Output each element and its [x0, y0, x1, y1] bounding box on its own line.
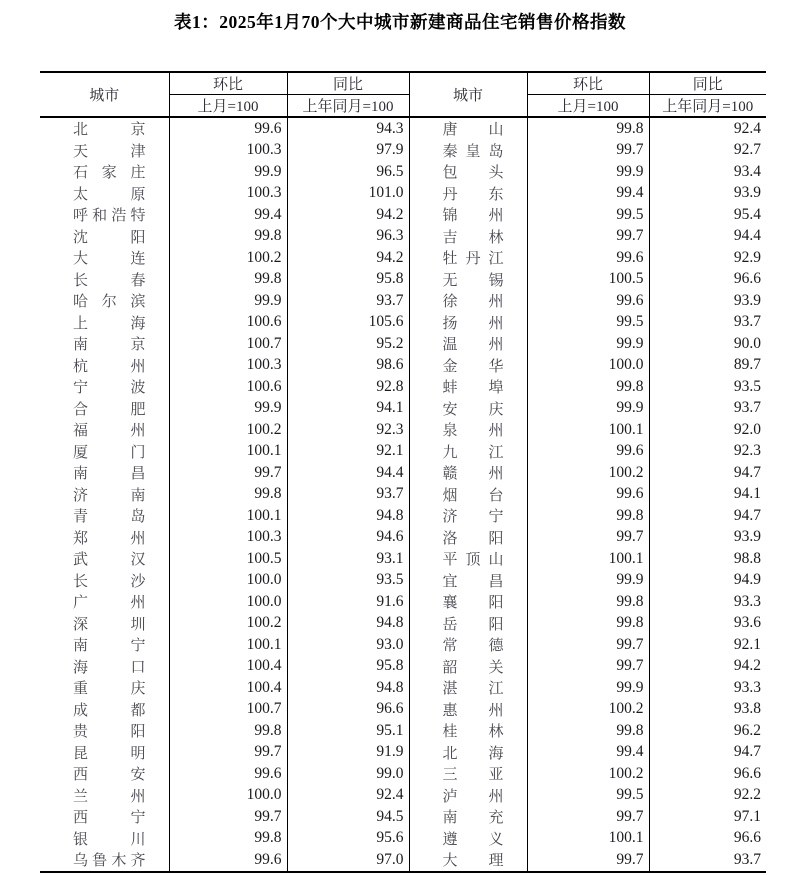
table-row [40, 548, 766, 570]
yoy-index-value: 94.8 [287, 505, 409, 527]
city-name-cell: 贵 阳 [40, 720, 169, 742]
city-name-cell: 呼 和 浩 特 [40, 204, 169, 226]
mom-index-value: 100.0 [169, 591, 287, 613]
city-name-cell: 深 圳 [40, 613, 169, 635]
mom-index-value: 100.0 [169, 785, 287, 807]
table-row [40, 505, 766, 527]
city-name-cell: 安 庆 [409, 398, 527, 420]
city-name-cell: 福 州 [40, 419, 169, 441]
yoy-index-value: 97.9 [287, 140, 409, 162]
table-row [40, 204, 766, 226]
city-name-cell: 南 宁 [40, 634, 169, 656]
yoy-index-value: 96.6 [733, 764, 761, 782]
city-name-cell: 青 岛 [40, 505, 169, 527]
header-mom-left: 环比 [169, 72, 287, 95]
mom-index-value: 99.9 [527, 677, 649, 699]
table-row [40, 398, 766, 420]
city-name-cell: 哈 尔 滨 [40, 290, 169, 312]
header-yoy-base-left: 上年同月=100 [287, 95, 409, 118]
city-name-cell: 长 沙 [40, 570, 169, 592]
mom-index-value: 100.4 [169, 677, 287, 699]
city-name-cell: 石 家 庄 [40, 161, 169, 183]
city-name-cell: 北 京 [40, 117, 169, 140]
table-row [40, 527, 766, 549]
table-row [40, 484, 766, 506]
yoy-index-value: 94.1 [733, 485, 761, 503]
city-name-cell: 杭 州 [40, 355, 169, 377]
city-name-cell: 韶 关 [409, 656, 527, 678]
city-name-cell: 大 理 [409, 849, 527, 872]
table-body [40, 117, 766, 872]
table-row [40, 828, 766, 850]
table-row [40, 742, 766, 764]
city-name-cell: 西 宁 [40, 806, 169, 828]
city-name-cell: 沈 阳 [40, 226, 169, 248]
city-name-cell: 郑 州 [40, 527, 169, 549]
mom-index-value: 99.5 [527, 785, 649, 807]
table-row [40, 183, 766, 205]
table-row [40, 570, 766, 592]
mom-index-value: 100.0 [169, 570, 287, 592]
mom-index-value: 100.4 [169, 656, 287, 678]
mom-index-value: 100.7 [169, 333, 287, 355]
city-name-cell: 唐 山 [409, 117, 527, 140]
table-row [40, 140, 766, 162]
yoy-index-value: 93.1 [287, 548, 409, 570]
yoy-index-value: 93.6 [733, 614, 761, 632]
table-row [40, 269, 766, 291]
yoy-index-value: 95.6 [287, 828, 409, 850]
city-name-cell: 北 海 [409, 742, 527, 764]
yoy-index-value: 94.2 [733, 657, 761, 675]
table-row [40, 591, 766, 613]
mom-index-value: 100.2 [169, 247, 287, 269]
yoy-index-value: 94.2 [287, 247, 409, 269]
mom-index-value: 100.1 [527, 548, 649, 570]
table-row [40, 117, 766, 140]
mom-index-value: 99.9 [169, 398, 287, 420]
city-name-cell: 济 宁 [409, 505, 527, 527]
city-name-cell: 岳 阳 [409, 613, 527, 635]
mom-index-value: 99.4 [169, 204, 287, 226]
city-name-cell: 牡 丹 江 [409, 247, 527, 269]
city-name-cell: 平 顶 山 [409, 548, 527, 570]
mom-index-value: 99.7 [169, 806, 287, 828]
table-row [40, 419, 766, 441]
mom-index-value: 99.8 [169, 484, 287, 506]
yoy-index-value: 96.5 [287, 161, 409, 183]
yoy-index-value: 92.0 [733, 420, 761, 438]
city-name-cell: 合 肥 [40, 398, 169, 420]
mom-index-value: 99.7 [527, 140, 649, 162]
city-name-cell: 天 津 [40, 140, 169, 162]
mom-index-value: 100.1 [169, 505, 287, 527]
city-name-cell: 乌 鲁 木 齐 [40, 849, 169, 872]
mom-index-value: 100.1 [527, 419, 649, 441]
city-name-cell: 烟 台 [409, 484, 527, 506]
table-row [40, 656, 766, 678]
table-row [40, 634, 766, 656]
table-row [40, 441, 766, 463]
city-name-cell: 大 连 [40, 247, 169, 269]
city-name-cell: 丹 东 [409, 183, 527, 205]
mom-index-value: 99.7 [527, 849, 649, 872]
yoy-index-value: 94.8 [287, 613, 409, 635]
header-yoy-base-right: 上年同月=100 [649, 95, 766, 118]
yoy-index-value: 92.1 [287, 441, 409, 463]
yoy-index-value: 92.2 [733, 786, 761, 804]
yoy-index-value: 93.8 [733, 700, 761, 718]
mom-index-value: 99.7 [169, 462, 287, 484]
city-name-cell: 徐 州 [409, 290, 527, 312]
city-name-cell: 广 州 [40, 591, 169, 613]
yoy-index-value: 97.1 [733, 807, 761, 825]
yoy-index-value: 92.4 [287, 785, 409, 807]
yoy-index-value: 94.4 [733, 227, 761, 245]
city-name-cell: 南 昌 [40, 462, 169, 484]
table-row [40, 849, 766, 872]
mom-index-value: 99.7 [527, 656, 649, 678]
table-row [40, 677, 766, 699]
mom-index-value: 99.7 [527, 226, 649, 248]
city-name-cell: 长 春 [40, 269, 169, 291]
header-city-left: 城市 [40, 72, 169, 117]
yoy-index-value: 94.7 [733, 463, 761, 481]
mom-index-value: 99.6 [169, 117, 287, 140]
mom-index-value: 100.1 [527, 828, 649, 850]
table-row [40, 333, 766, 355]
yoy-index-value: 105.6 [287, 312, 409, 334]
yoy-index-value: 98.6 [287, 355, 409, 377]
mom-index-value: 100.2 [169, 419, 287, 441]
city-name-cell: 泸 州 [409, 785, 527, 807]
mom-index-value: 99.9 [527, 570, 649, 592]
mom-index-value: 99.9 [527, 333, 649, 355]
mom-index-value: 99.5 [527, 312, 649, 334]
mom-index-value: 100.3 [169, 140, 287, 162]
mom-index-value: 99.6 [527, 247, 649, 269]
yoy-index-value: 93.5 [287, 570, 409, 592]
city-name-cell: 吉 林 [409, 226, 527, 248]
city-name-cell: 成 都 [40, 699, 169, 721]
city-name-cell: 遵 义 [409, 828, 527, 850]
mom-index-value: 99.8 [527, 505, 649, 527]
mom-index-value: 100.2 [527, 699, 649, 721]
yoy-index-value: 94.3 [287, 117, 409, 140]
mom-index-value: 99.8 [527, 613, 649, 635]
city-name-cell: 太 原 [40, 183, 169, 205]
mom-index-value: 99.6 [169, 849, 287, 872]
mom-index-value: 100.2 [169, 613, 287, 635]
header-yoy-right: 同比 [649, 72, 766, 95]
yoy-index-value: 95.8 [287, 269, 409, 291]
yoy-index-value: 99.0 [287, 763, 409, 785]
city-name-cell: 湛 江 [409, 677, 527, 699]
yoy-index-value: 92.4 [733, 119, 761, 137]
yoy-index-value: 90.0 [733, 334, 761, 352]
city-name-cell: 西 安 [40, 763, 169, 785]
yoy-index-value: 94.6 [287, 527, 409, 549]
city-name-cell: 赣 州 [409, 462, 527, 484]
mom-index-value: 100.5 [169, 548, 287, 570]
city-name-cell: 秦 皇 岛 [409, 140, 527, 162]
city-name-cell: 厦 门 [40, 441, 169, 463]
mom-index-value: 100.1 [169, 634, 287, 656]
city-name-cell: 常 德 [409, 634, 527, 656]
table-row [40, 613, 766, 635]
mom-index-value: 99.9 [169, 290, 287, 312]
yoy-index-value: 93.9 [733, 291, 761, 309]
table-row [40, 355, 766, 377]
yoy-index-value: 94.7 [733, 506, 761, 524]
mom-index-value: 100.3 [169, 355, 287, 377]
table-header [40, 72, 766, 117]
yoy-index-value: 96.3 [287, 226, 409, 248]
yoy-index-value: 93.0 [287, 634, 409, 656]
mom-index-value: 99.6 [169, 763, 287, 785]
yoy-index-value: 95.1 [287, 720, 409, 742]
mom-index-value: 99.5 [527, 204, 649, 226]
city-name-cell: 金 华 [409, 355, 527, 377]
table-row [40, 161, 766, 183]
yoy-index-value: 93.7 [733, 399, 761, 417]
mom-index-value: 100.7 [169, 699, 287, 721]
mom-index-value: 99.8 [169, 269, 287, 291]
city-name-cell: 重 庆 [40, 677, 169, 699]
city-name-cell: 银 川 [40, 828, 169, 850]
mom-index-value: 99.9 [527, 398, 649, 420]
yoy-index-value: 98.8 [733, 549, 761, 567]
yoy-index-value: 93.9 [733, 528, 761, 546]
city-name-cell: 上 海 [40, 312, 169, 334]
yoy-index-value: 95.2 [287, 333, 409, 355]
yoy-index-value: 93.7 [287, 290, 409, 312]
yoy-index-value: 93.9 [733, 184, 761, 202]
yoy-index-value: 93.7 [733, 850, 761, 868]
mom-index-value: 99.7 [169, 742, 287, 764]
yoy-index-value: 94.2 [287, 204, 409, 226]
yoy-index-value: 94.8 [287, 677, 409, 699]
mom-index-value: 100.3 [169, 527, 287, 549]
city-name-cell: 锦 州 [409, 204, 527, 226]
yoy-index-value: 93.5 [733, 377, 761, 395]
city-name-cell: 泉 州 [409, 419, 527, 441]
yoy-index-value: 96.6 [287, 699, 409, 721]
header-city-right: 城市 [409, 72, 527, 117]
header-mom-right: 环比 [527, 72, 649, 95]
table-row [40, 763, 766, 785]
mom-index-value: 99.7 [527, 806, 649, 828]
yoy-index-value: 93.3 [733, 592, 761, 610]
table-row [40, 376, 766, 398]
city-name-cell: 包 头 [409, 161, 527, 183]
city-name-cell: 襄 阳 [409, 591, 527, 613]
table-row [40, 462, 766, 484]
yoy-index-value: 92.8 [287, 376, 409, 398]
yoy-index-value: 94.7 [733, 743, 761, 761]
yoy-index-value: 94.5 [287, 806, 409, 828]
city-name-cell: 兰 州 [40, 785, 169, 807]
city-name-cell: 昆 明 [40, 742, 169, 764]
city-name-cell: 海 口 [40, 656, 169, 678]
mom-index-value: 99.7 [527, 634, 649, 656]
yoy-index-value: 93.7 [733, 313, 761, 331]
city-name-cell: 宁 波 [40, 376, 169, 398]
table-row [40, 699, 766, 721]
mom-index-value: 99.8 [527, 376, 649, 398]
mom-index-value: 99.8 [169, 828, 287, 850]
city-name-cell: 惠 州 [409, 699, 527, 721]
yoy-index-value: 95.4 [733, 205, 761, 223]
mom-index-value: 99.6 [527, 290, 649, 312]
city-name-cell: 南 京 [40, 333, 169, 355]
header-yoy-left: 同比 [287, 72, 409, 95]
mom-index-value: 99.8 [527, 591, 649, 613]
mom-index-value: 100.2 [527, 763, 649, 785]
table-row [40, 312, 766, 334]
yoy-index-value: 96.2 [733, 721, 761, 739]
table-row [40, 226, 766, 248]
mom-index-value: 100.5 [527, 269, 649, 291]
mom-index-value: 99.6 [527, 441, 649, 463]
header-mom-base-left: 上月=100 [169, 95, 287, 118]
yoy-index-value: 93.3 [733, 678, 761, 696]
mom-index-value: 99.8 [169, 226, 287, 248]
yoy-index-value: 92.3 [733, 442, 761, 460]
city-name-cell: 三 亚 [409, 763, 527, 785]
yoy-index-value: 89.7 [733, 356, 761, 374]
mom-index-value: 99.9 [169, 161, 287, 183]
yoy-index-value: 92.1 [733, 635, 761, 653]
mom-index-value: 100.2 [527, 462, 649, 484]
yoy-index-value: 94.1 [287, 398, 409, 420]
city-name-cell: 济 南 [40, 484, 169, 506]
yoy-index-value: 96.6 [733, 829, 761, 847]
city-name-cell: 洛 阳 [409, 527, 527, 549]
yoy-index-value: 94.9 [733, 571, 761, 589]
mom-index-value: 99.8 [527, 117, 649, 140]
yoy-index-value: 93.4 [733, 162, 761, 180]
mom-index-value: 100.6 [169, 376, 287, 398]
yoy-index-value: 95.8 [287, 656, 409, 678]
city-name-cell: 蚌 埠 [409, 376, 527, 398]
table-row [40, 806, 766, 828]
city-name-cell: 桂 林 [409, 720, 527, 742]
city-name-cell: 武 汉 [40, 548, 169, 570]
mom-index-value: 99.8 [527, 720, 649, 742]
city-name-cell: 九 江 [409, 441, 527, 463]
yoy-index-value: 92.3 [287, 419, 409, 441]
mom-index-value: 99.6 [527, 484, 649, 506]
city-name-cell: 无 锡 [409, 269, 527, 291]
mom-index-value: 99.8 [169, 720, 287, 742]
city-name-cell: 宜 昌 [409, 570, 527, 592]
yoy-index-value: 91.9 [287, 742, 409, 764]
city-name-cell: 温 州 [409, 333, 527, 355]
mom-index-value: 100.1 [169, 441, 287, 463]
table-row [40, 785, 766, 807]
header-mom-base-right: 上月=100 [527, 95, 649, 118]
yoy-index-value: 97.0 [287, 849, 409, 872]
yoy-index-value: 96.6 [733, 270, 761, 288]
table-row [40, 290, 766, 312]
mom-index-value: 100.0 [527, 355, 649, 377]
city-name-cell: 南 充 [409, 806, 527, 828]
mom-index-value: 99.7 [527, 527, 649, 549]
yoy-index-value: 93.7 [287, 484, 409, 506]
price-index-table [40, 71, 766, 873]
yoy-index-value: 91.6 [287, 591, 409, 613]
yoy-index-value: 94.4 [287, 462, 409, 484]
table-row [40, 247, 766, 269]
mom-index-value: 99.4 [527, 742, 649, 764]
city-name-cell: 扬 州 [409, 312, 527, 334]
yoy-index-value: 92.9 [733, 248, 761, 266]
mom-index-value: 99.9 [527, 161, 649, 183]
mom-index-value: 99.4 [527, 183, 649, 205]
mom-index-value: 100.6 [169, 312, 287, 334]
table-row [40, 720, 766, 742]
mom-index-value: 100.3 [169, 183, 287, 205]
yoy-index-value: 92.7 [733, 141, 761, 159]
yoy-index-value: 101.0 [287, 183, 409, 205]
table-title: 表1：2025年1月70个大中城市新建商品住宅销售价格指数 [174, 12, 626, 32]
